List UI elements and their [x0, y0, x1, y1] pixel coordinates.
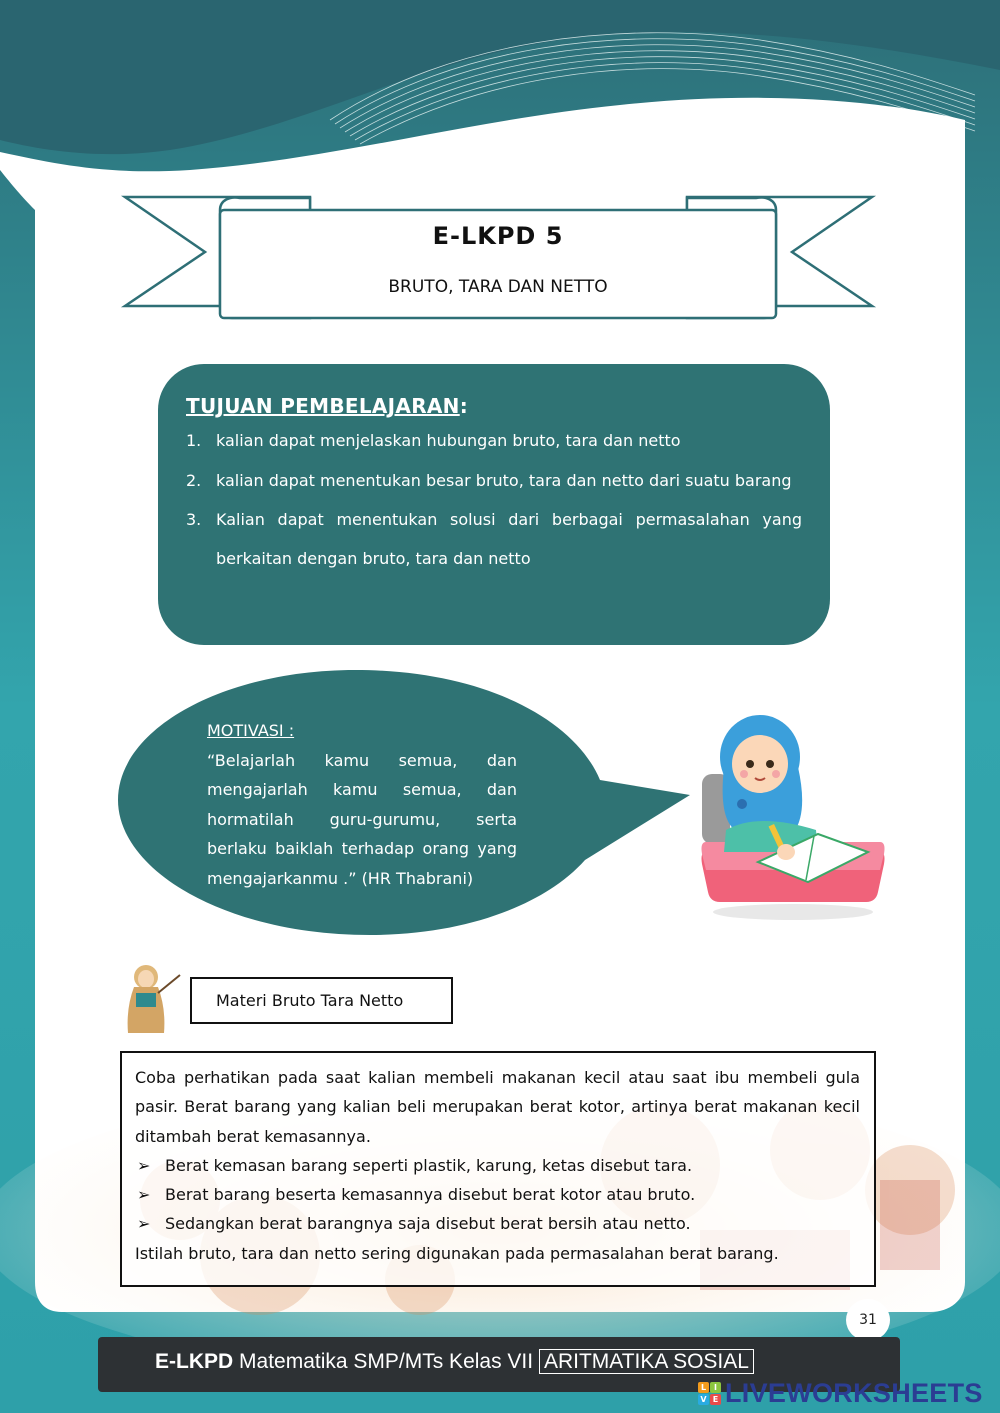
content-bullet — [135, 1209, 860, 1238]
objective-item — [186, 428, 802, 454]
liveworksheets-text: LIVEWORKSHEETS — [725, 1377, 983, 1408]
content-bullet-text: Sedangkan berat barangnya saja disebut berat bersih atau netto. — [165, 1214, 691, 1234]
arrowhead-bullet-icon: ➢ — [137, 1214, 151, 1234]
footer-text — [155, 1350, 754, 1374]
teacher-pointing-illustration — [122, 963, 184, 1035]
page-subtitle: BRUTO, TARA DAN NETTO — [388, 277, 608, 297]
objective-text: kalian dapat menentukan besar bruto, tara dan netto dari suatu barang — [216, 471, 792, 490]
badge-letter: L — [698, 1382, 709, 1393]
motivation-heading: MOTIVASI : — [207, 721, 295, 740]
footer-course: Matematika SMP/MTs Kelas VII — [239, 1350, 534, 1373]
motivation-quote: “Belajarlah kamu semua, dan mengajarlah kamu semua, dan hormatilah guru-gurumu, serta berlaku baiklah terhadap orang yang mengajarkanmu .” (HR Thabrani) — [207, 750, 517, 888]
badge-letter: E — [710, 1394, 721, 1405]
objective-item — [186, 500, 802, 578]
objectives-list — [186, 428, 802, 578]
footer-brand: E-LKPD — [155, 1350, 234, 1373]
arrowhead-bullet-icon: ➢ — [137, 1185, 151, 1205]
content-intro: Coba perhatikan pada saat kalian membeli makanan kecil atau saat ibu membeli gula pasir. Berat barang yang kalian beli merupakan berat kotor, artinya berat makanan kecil ditambah berat kemasannya. — [135, 1068, 860, 1146]
objectives-heading-text: TUJUAN PEMBELAJARAN — [186, 394, 460, 418]
objective-text: Kalian dapat menentukan solusi dari berbagai permasalahan yang berkaitan dengan bruto, tara dan netto — [216, 510, 802, 568]
objective-number: 1. — [186, 431, 202, 450]
learning-objectives-panel — [158, 364, 830, 645]
content-bullet-list — [135, 1151, 860, 1239]
content-bullet — [135, 1151, 860, 1180]
material-content-box — [120, 1051, 876, 1287]
objective-number: 3. — [186, 510, 202, 529]
objective-number: 2. — [186, 471, 202, 490]
badge-letter: I — [710, 1382, 721, 1393]
footer-topic: ARITMATIKA SOSIAL — [539, 1349, 754, 1374]
content-bullet — [135, 1180, 860, 1209]
student-writing-illustration — [698, 712, 888, 924]
objectives-heading — [186, 394, 468, 418]
materi-label-text: Materi Bruto Tara Netto — [216, 991, 404, 1010]
page-title: E-LKPD 5 — [432, 222, 564, 250]
content-bullet-text: Berat kemasan barang seperti plastik, karung, ketas disebut tara. — [165, 1155, 693, 1175]
badge-letter: V — [698, 1394, 709, 1405]
liveworksheets-logo[interactable] — [698, 1376, 983, 1410]
objective-text: kalian dapat menjelaskan hubungan bruto, tara dan netto — [216, 431, 681, 450]
content-closing: Istilah bruto, tara dan netto sering digunakan pada permasalahan berat barang. — [135, 1243, 779, 1263]
objective-item — [186, 461, 802, 500]
page-number: 31 — [846, 1299, 890, 1341]
materi-label — [190, 977, 453, 1024]
objectives-heading-colon: : — [459, 394, 469, 418]
motivation-bubble — [207, 716, 517, 893]
liveworksheets-badge-icon — [698, 1382, 721, 1405]
arrowhead-bullet-icon: ➢ — [137, 1155, 151, 1175]
content-bullet-text: Berat barang beserta kemasannya disebut berat kotor atau bruto. — [165, 1185, 696, 1205]
